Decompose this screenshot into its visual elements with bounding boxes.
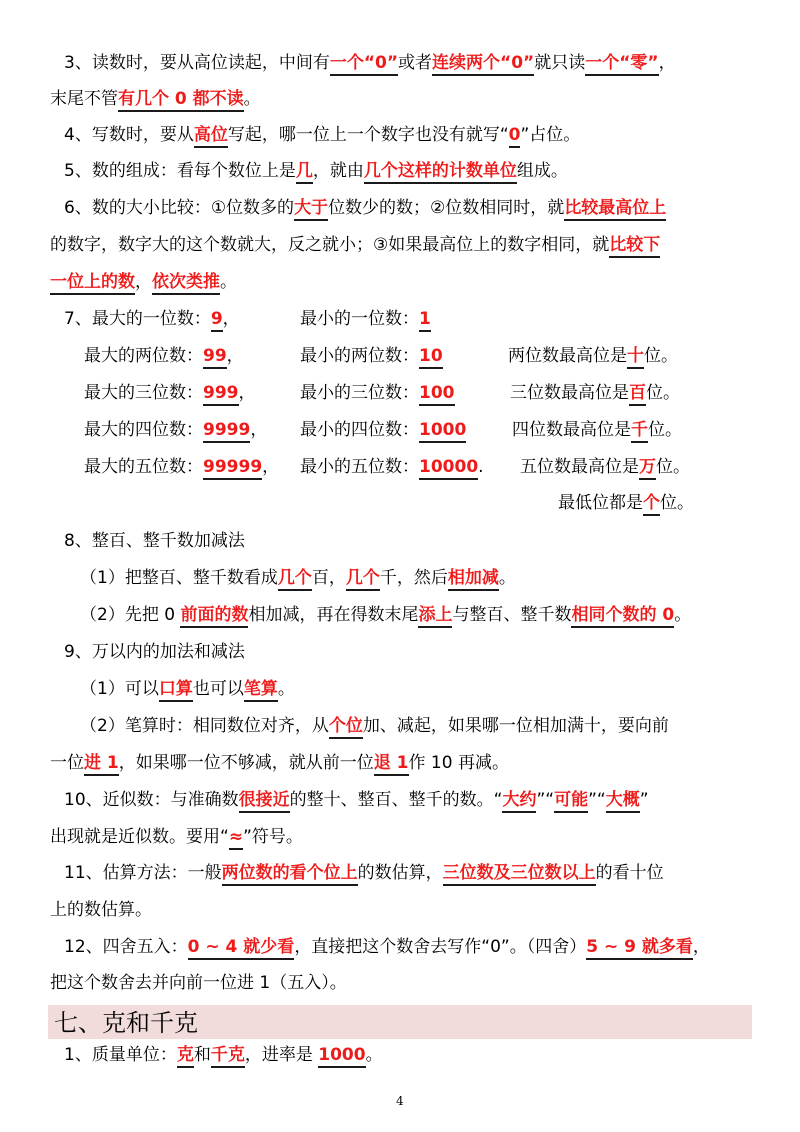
text-run: 加、减起，如果哪一位相加满十，要向前 (362, 716, 669, 736)
answer-keyword: 口算 (159, 679, 193, 702)
answer-keyword: 大约 (502, 790, 536, 813)
text-run: ， (658, 53, 676, 73)
text-run: ”符号。 (243, 827, 303, 847)
text-run: 最大的五位数： (84, 457, 203, 477)
line-item-9-1 (80, 677, 295, 701)
answer-keyword: 几个 (346, 568, 380, 591)
answer-keyword: 9999 (203, 420, 250, 443)
text-run: 三位数最高位是 (510, 383, 629, 403)
text-run: ，如果哪一位不够减，就从前一位 (118, 753, 374, 773)
text-run: 最大的四位数： (84, 420, 203, 440)
line-item-12 (64, 935, 710, 959)
answer-keyword: 克 (177, 1045, 194, 1068)
text-run: 6、数的大小比较：①位数多的 (64, 198, 295, 218)
answer-keyword: 5 ~ 9 就多看 (586, 937, 693, 960)
line-item-12-cont (50, 971, 347, 995)
text-run: 百， (311, 568, 346, 588)
text-run: 也可以 (192, 679, 244, 699)
answer-keyword: 相同个数的 0 (571, 605, 674, 628)
answer-keyword: 两位数的看个位上 (222, 863, 358, 886)
text-run: 8、整百、整千数加减法 (64, 531, 245, 551)
text-run: ， (222, 309, 240, 329)
text-run: ， (250, 420, 268, 440)
answer-keyword: 可能 (554, 790, 588, 813)
answer-keyword: 有几个 0 都不读 (118, 89, 244, 112)
answer-keyword: 笔算 (244, 679, 278, 702)
answer-keyword: 大概 (606, 790, 640, 813)
answer-keyword: 0 ~ 4 就少看 (188, 937, 295, 960)
line-item-9-2 (80, 714, 669, 738)
text-run: 的数字，数字大的这个数就大，反之就小；③如果最高位上的数字相同，就 (50, 235, 610, 255)
text-run: 12、四舍五入： (64, 937, 188, 957)
text-run: 位。 (656, 457, 690, 477)
answer-keyword: 添上 (418, 605, 452, 628)
line-min-3digit (300, 381, 455, 405)
line-mass-units (64, 1043, 383, 1067)
line-item-11-cont (50, 898, 152, 922)
text-run: 最小的五位数： (300, 457, 419, 477)
text-run: 位。 (648, 420, 682, 440)
page-number: 4 (396, 1094, 404, 1108)
text-run: 就只读 (534, 53, 586, 73)
answer-keyword: 千克 (211, 1045, 245, 1068)
answer-keyword: 万 (639, 457, 656, 480)
answer-keyword: 比较最高位上 (564, 198, 666, 221)
answer-keyword: 前面的数 (180, 605, 248, 628)
text-run: 11、估算方法：一般 (64, 863, 222, 883)
text-run: ， (262, 457, 280, 477)
text-run: 最小的一位数： (300, 309, 419, 329)
text-run: 10、近似数：与准确数 (64, 790, 239, 810)
line-item-4 (64, 123, 580, 147)
answer-keyword: 个 (643, 493, 660, 516)
text-run: . (478, 457, 484, 477)
text-run: 9、万以内的加法和减法 (64, 642, 245, 662)
text-run: 最大的两位数： (84, 346, 203, 366)
text-run: 。 (674, 605, 692, 625)
line-item-6-cont2 (50, 270, 237, 294)
text-run: 的整十、整百、整千的数。“ (289, 790, 503, 810)
line-max-1digit (64, 307, 240, 331)
answer-keyword: 10 (419, 346, 443, 369)
text-run: ”占位。 (520, 125, 581, 145)
answer-keyword: 个位 (329, 716, 363, 739)
text-run: 位。 (644, 346, 678, 366)
text-run: 4、写数时，要从 (64, 125, 194, 145)
text-run: 的看十位 (595, 863, 664, 883)
text-run: 1、质量单位： (64, 1045, 177, 1065)
text-run: 千，然后 (379, 568, 448, 588)
text-run: 位。 (646, 383, 680, 403)
answer-keyword: 相加减 (448, 568, 499, 591)
answer-keyword: 1000 (419, 420, 466, 443)
line-top-place-3digit (510, 381, 680, 405)
answer-keyword: 几个 (278, 568, 312, 591)
text-run: ， (226, 346, 244, 366)
answer-keyword: 高位 (194, 125, 228, 148)
text-run: ” (639, 790, 649, 810)
section-heading: 七、克和千克 (54, 1009, 198, 1037)
text-run: 把这个数舍去并向前一位进 1（五入）。 (50, 973, 347, 993)
answer-keyword: 千 (631, 420, 648, 443)
text-run: 7、最大的一位数： (64, 309, 211, 329)
answer-keyword: 比较下 (609, 235, 660, 258)
answer-keyword: 1 (419, 309, 431, 332)
text-run: 写起，哪一位上一个数字也没有就写“ (227, 125, 509, 145)
line-max-3digit (84, 381, 256, 405)
text-run: 五位数最高位是 (520, 457, 639, 477)
text-run: （2）笔算时：相同数位对齐，从 (80, 716, 329, 736)
line-max-5digit (84, 455, 279, 479)
answer-keyword: 9 (211, 309, 223, 332)
answer-keyword: 999 (203, 383, 239, 406)
line-item-5 (64, 159, 568, 183)
line-item-8-1 (80, 566, 516, 590)
answer-keyword: 10000 (419, 457, 478, 480)
text-run: 。 (498, 568, 516, 588)
text-run: 。 (220, 272, 237, 292)
text-run: 两位数最高位是 (508, 346, 627, 366)
text-run: 相加减，再在得数末尾 (248, 605, 419, 625)
answer-keyword: 依次类推 (152, 272, 220, 295)
line-top-place-4digit (512, 418, 682, 442)
text-run: 最大的三位数： (84, 383, 203, 403)
line-item-3-cont (50, 87, 261, 111)
line-item-9 (64, 640, 245, 664)
text-run: （1）把整百、整千数看成 (80, 568, 278, 588)
answer-keyword: 连续两个“0” (432, 53, 534, 76)
text-run: 出现就是近似数。要用“ (50, 827, 229, 847)
answer-keyword: 99 (203, 346, 227, 369)
text-run: （1）可以 (80, 679, 159, 699)
text-run: 与整百、整千数 (452, 605, 572, 625)
answer-keyword: 100 (419, 383, 455, 406)
line-item-10-cont (50, 825, 303, 849)
answer-keyword: 三位数及三位数以上 (443, 863, 596, 886)
answer-keyword: 很接近 (239, 790, 290, 813)
line-item-3 (64, 51, 676, 75)
text-run: 末尾不管 (50, 89, 118, 109)
text-run: 和 (193, 1045, 211, 1065)
text-run: ，直接把这个数舍去写作“0”。（四舍） (294, 937, 587, 957)
line-item-9-2-cont (50, 751, 509, 775)
text-run: 一位 (50, 753, 84, 773)
text-run: 最小的三位数： (300, 383, 419, 403)
text-run: ”“ (536, 790, 555, 810)
text-run: 位数少的数；②位数相同时，就 (328, 198, 565, 218)
text-run: ， (135, 272, 152, 292)
text-run: 5、数的组成：看每个数位上是 (64, 161, 296, 181)
line-min-5digit (300, 455, 484, 479)
answer-keyword: 0 (509, 125, 521, 148)
line-item-11 (64, 861, 664, 885)
text-run: 。 (277, 679, 295, 699)
line-min-2digit (300, 344, 443, 368)
line-item-8 (64, 529, 245, 553)
answer-keyword: 进 1 (84, 753, 119, 776)
text-run: ， (692, 937, 710, 957)
text-run: ”“ (588, 790, 606, 810)
text-run: 。 (365, 1045, 383, 1065)
answer-keyword: 一个“0” (330, 53, 398, 76)
answer-keyword: 退 1 (374, 753, 409, 776)
text-run: ，就由 (312, 161, 364, 181)
text-run: 最小的两位数： (300, 346, 419, 366)
text-run: 的数估算， (357, 863, 443, 883)
line-top-place-2digit (508, 344, 678, 368)
text-run: 3、读数时，要从高位读起，中间有 (64, 53, 330, 73)
text-run: ， (238, 383, 256, 403)
answer-keyword: 十 (627, 346, 644, 369)
answer-keyword: 99999 (203, 457, 262, 480)
text-run: 最小的四位数： (300, 420, 419, 440)
line-item-6-cont (50, 233, 660, 257)
line-item-8-2 (80, 603, 691, 627)
line-max-4digit (84, 418, 267, 442)
answer-keyword: 大于 (294, 198, 328, 221)
text-run: ，进率是 (244, 1045, 319, 1065)
text-run: 。 (243, 89, 261, 109)
line-item-6 (64, 196, 666, 220)
answer-keyword: ≈ (229, 827, 243, 850)
answer-keyword: 1000 (318, 1045, 365, 1068)
line-max-2digit (84, 344, 244, 368)
answer-keyword: 几 (296, 161, 313, 184)
text-run: 作 10 再减。 (408, 753, 509, 773)
answer-keyword: 一个“零” (585, 53, 658, 76)
text-run: （2）先把 0 (80, 605, 181, 625)
line-min-1digit (300, 307, 431, 331)
text-run: 上的数估算。 (50, 900, 152, 920)
line-min-4digit (300, 418, 466, 442)
text-run: 或者 (398, 53, 433, 73)
answer-keyword: 几个这样的计数单位 (364, 161, 517, 184)
text-run: 组成。 (516, 161, 568, 181)
line-item-10 (64, 788, 649, 812)
text-run: 位。 (660, 493, 694, 513)
answer-keyword: 百 (629, 383, 646, 406)
text-run: 四位数最高位是 (512, 420, 631, 440)
line-top-place-5digit (520, 455, 690, 479)
answer-keyword: 一位上的数 (50, 272, 135, 295)
text-run: 最低位都是 (558, 493, 643, 513)
line-lowest-place (558, 491, 694, 515)
